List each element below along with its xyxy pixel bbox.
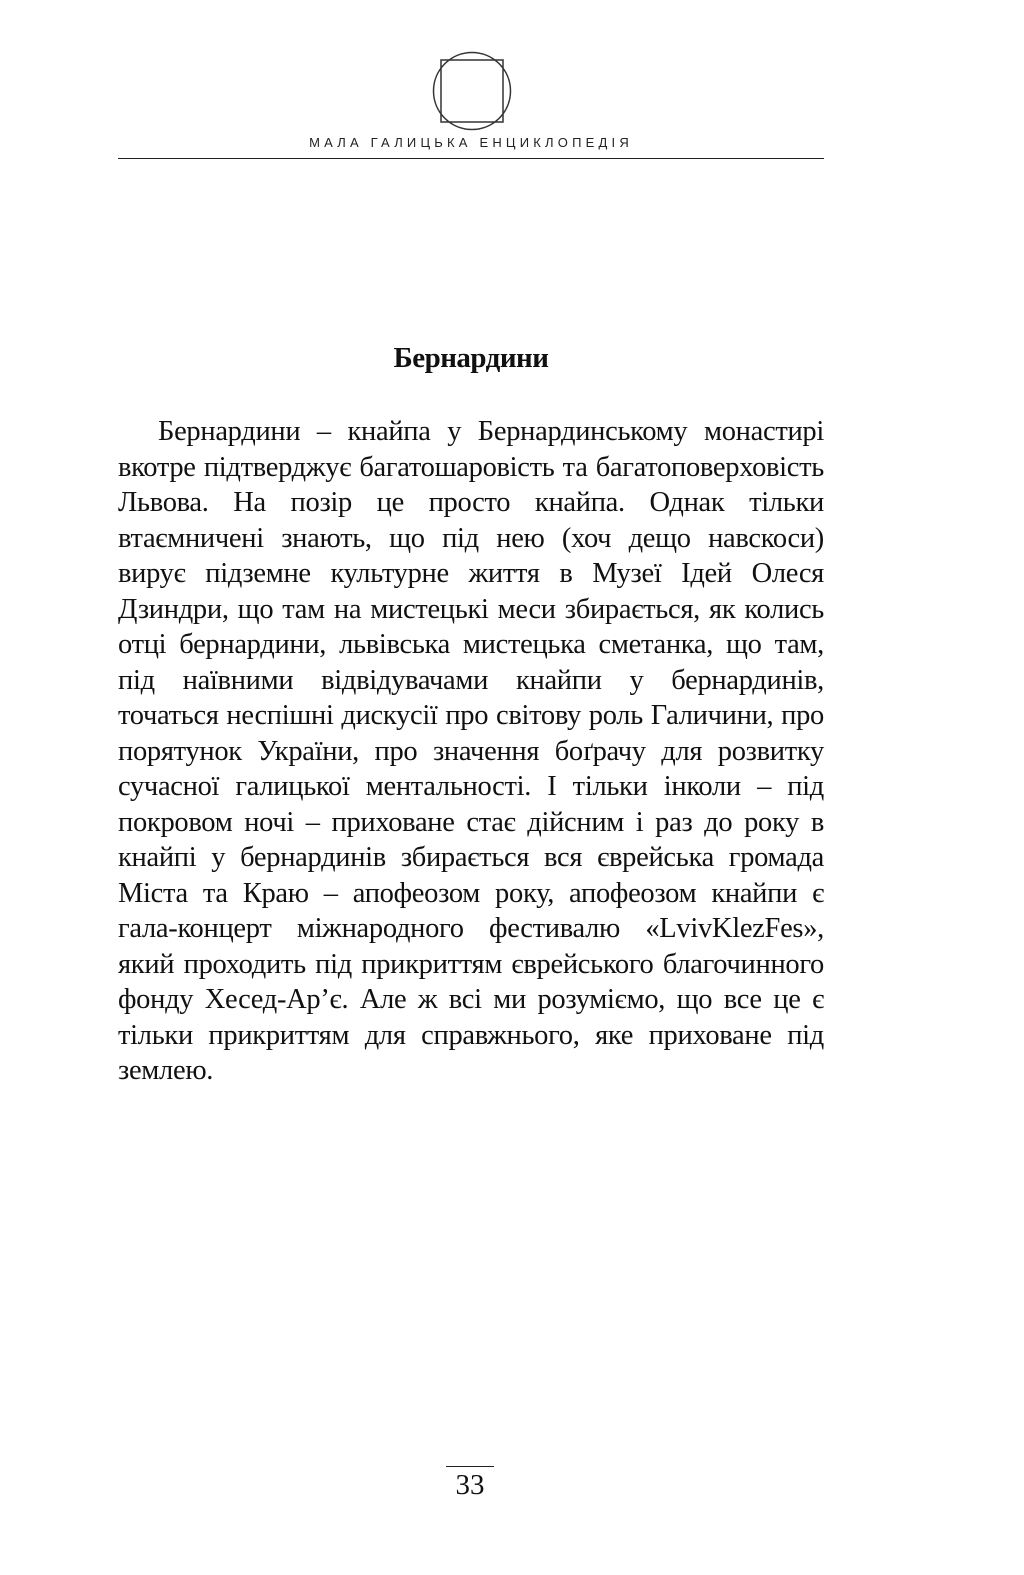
article-body: Бернардини – кнайпа у Бернардинському монастирі вкотре підтверджує багатошаровість та багатоповерховість Львова. На позір це просто кнайпа. Однак тільки втаємничені знають, що під нею (хоч дещо навскоси) вирує підземне культурне життя в Музеї Ідей Олеся Дзиндри, що там на мистецькі меси збирається, як колись отці бернардини, львівська мистецька сметанка, що там, під наївними відвідувачами кнайпи у бернардинів, точаться неспішні дискусії про світову роль Галичини, про порятунок України, про значення боґрачу для розвитку сучасної галицької ментальності. І тільки інколи – під покровом ночі – приховане стає дійсним і раз до року в кнайпі у бернардинів збирається вся єврейська громада Міста та Краю – апофеозом року, апофеозом кнайпи є гала-концерт міжнародного фестивалю «LvivKlezFes», який проходить під прикриттям єврейського благочинного фонду Хесед-Ар’є. Але ж всі ми розуміємо, що все це є тільки прикриттям для справжнього, яке приховане під землею. bbox=[118, 416, 824, 1086]
circle-square-emblem-icon bbox=[431, 50, 513, 132]
header-rule bbox=[118, 158, 824, 159]
page-number: 33 bbox=[455, 1469, 485, 1501]
running-head: МАЛА ГАЛИЦЬКА ЕНЦИКЛОПЕДІЯ bbox=[309, 135, 633, 150]
article-title: Бернардини bbox=[393, 342, 549, 374]
